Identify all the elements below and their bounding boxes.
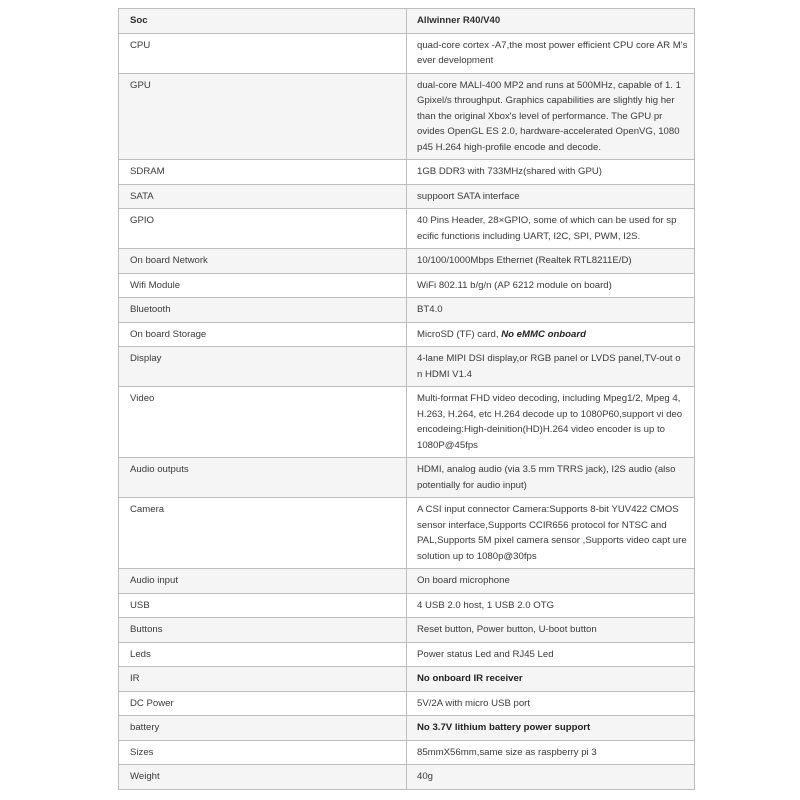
spec-value: A CSI input connector Camera:Supports 8-bit YUV422 CMOS sensor interface,Supports CCIR656 protocol for NTSC and PAL,Supports 5M pixel camera sensor ,Supports video capt ure solution up to 1080p@30fps bbox=[407, 498, 695, 569]
table-row bbox=[119, 740, 695, 765]
spec-value: 5V/2A with micro USB port bbox=[407, 691, 695, 716]
spec-value: WiFi 802.11 b/g/n (AP 6212 module on board) bbox=[407, 273, 695, 298]
spec-label: Buttons bbox=[119, 618, 407, 643]
table-row bbox=[119, 273, 695, 298]
spec-label: Video bbox=[119, 387, 407, 458]
spec-label: DC Power bbox=[119, 691, 407, 716]
table-row bbox=[119, 458, 695, 498]
table-row bbox=[119, 691, 695, 716]
spec-value: BT4.0 bbox=[407, 298, 695, 323]
spec-value bbox=[407, 322, 695, 347]
spec-value bbox=[407, 667, 695, 692]
spec-value-emphasis: No eMMC onboard bbox=[501, 328, 586, 340]
table-row bbox=[119, 160, 695, 185]
spec-value-text: MicroSD (TF) card, bbox=[417, 328, 502, 340]
spec-value: 10/100/1000Mbps Ethernet (Realtek RTL8211E/D) bbox=[407, 249, 695, 274]
spec-label: GPIO bbox=[119, 209, 407, 249]
spec-value-bold: No 3.7V lithium battery power support bbox=[417, 722, 591, 733]
spec-value: dual-core MALI-400 MP2 and runs at 500MHz, capable of 1. 1 Gpixel/s throughput. Graphics capabilities are slightly hig her than the original Xbox's level of performance. The GPU pr ovides OpenGL ES 2.0, hardware-accelerated OpenVG, 1080 p45 H.264 high-profile encode and decode. bbox=[407, 73, 695, 160]
spec-value: 40 Pins Header, 28×GPIO, some of which can be used for sp ecific functions including UART, I2C, SPI, PWM, I2S. bbox=[407, 209, 695, 249]
table-row bbox=[119, 642, 695, 667]
spec-label: SATA bbox=[119, 184, 407, 209]
spec-label: GPU bbox=[119, 73, 407, 160]
spec-value: suppoort SATA interface bbox=[407, 184, 695, 209]
table-row bbox=[119, 249, 695, 274]
spec-value: Multi-format FHD video decoding, including Mpeg1/2, Mpeg 4, H.263, H.264, etc H.264 decode up to 1080P60,support vi deo encodeing:High-deinition(HD)H.264 video encoder is up to 1080P@45fps bbox=[407, 387, 695, 458]
table-row bbox=[119, 593, 695, 618]
spec-label: Leds bbox=[119, 642, 407, 667]
spec-value: On board microphone bbox=[407, 569, 695, 594]
table-row bbox=[119, 184, 695, 209]
table-row bbox=[119, 618, 695, 643]
spec-value: 1GB DDR3 with 733MHz(shared with GPU) bbox=[407, 160, 695, 185]
table-row bbox=[119, 347, 695, 387]
spec-label: Wifi Module bbox=[119, 273, 407, 298]
spec-table bbox=[118, 8, 695, 790]
spec-label: USB bbox=[119, 593, 407, 618]
spec-value: Allwinner R40/V40 bbox=[407, 9, 695, 34]
spec-value-bold: No onboard IR receiver bbox=[417, 673, 523, 684]
table-row bbox=[119, 33, 695, 73]
spec-label: Bluetooth bbox=[119, 298, 407, 323]
table-row-soc bbox=[119, 9, 695, 34]
spec-label: CPU bbox=[119, 33, 407, 73]
table-row bbox=[119, 209, 695, 249]
spec-value: 4 USB 2.0 host, 1 USB 2.0 OTG bbox=[407, 593, 695, 618]
spec-value: quad-core cortex -A7,the most power efficient CPU core AR M's ever development bbox=[407, 33, 695, 73]
spec-label: Camera bbox=[119, 498, 407, 569]
table-row bbox=[119, 73, 695, 160]
spec-label: IR bbox=[119, 667, 407, 692]
spec-value: Power status Led and RJ45 Led bbox=[407, 642, 695, 667]
table-row bbox=[119, 667, 695, 692]
spec-label: Sizes bbox=[119, 740, 407, 765]
table-row bbox=[119, 498, 695, 569]
spec-label: Weight bbox=[119, 765, 407, 790]
table-row bbox=[119, 387, 695, 458]
spec-value: 40g bbox=[407, 765, 695, 790]
table-row bbox=[119, 765, 695, 790]
spec-label: Audio outputs bbox=[119, 458, 407, 498]
spec-value: 4-lane MIPI DSI display,or RGB panel or LVDS panel,TV-out o n HDMI V1.4 bbox=[407, 347, 695, 387]
spec-value: HDMI, analog audio (via 3.5 mm TRRS jack), I2S audio (also potentially for audio input) bbox=[407, 458, 695, 498]
spec-label: Soc bbox=[119, 9, 407, 34]
spec-label: On board Storage bbox=[119, 322, 407, 347]
spec-label: battery bbox=[119, 716, 407, 741]
spec-label: SDRAM bbox=[119, 160, 407, 185]
table-row bbox=[119, 322, 695, 347]
spec-value bbox=[407, 716, 695, 741]
spec-label: On board Network bbox=[119, 249, 407, 274]
spec-label: Display bbox=[119, 347, 407, 387]
spec-value: Reset button, Power button, U-boot button bbox=[407, 618, 695, 643]
spec-label: Audio input bbox=[119, 569, 407, 594]
table-row bbox=[119, 569, 695, 594]
spec-value: 85mmX56mm,same size as raspberry pi 3 bbox=[407, 740, 695, 765]
table-row bbox=[119, 716, 695, 741]
table-row bbox=[119, 298, 695, 323]
